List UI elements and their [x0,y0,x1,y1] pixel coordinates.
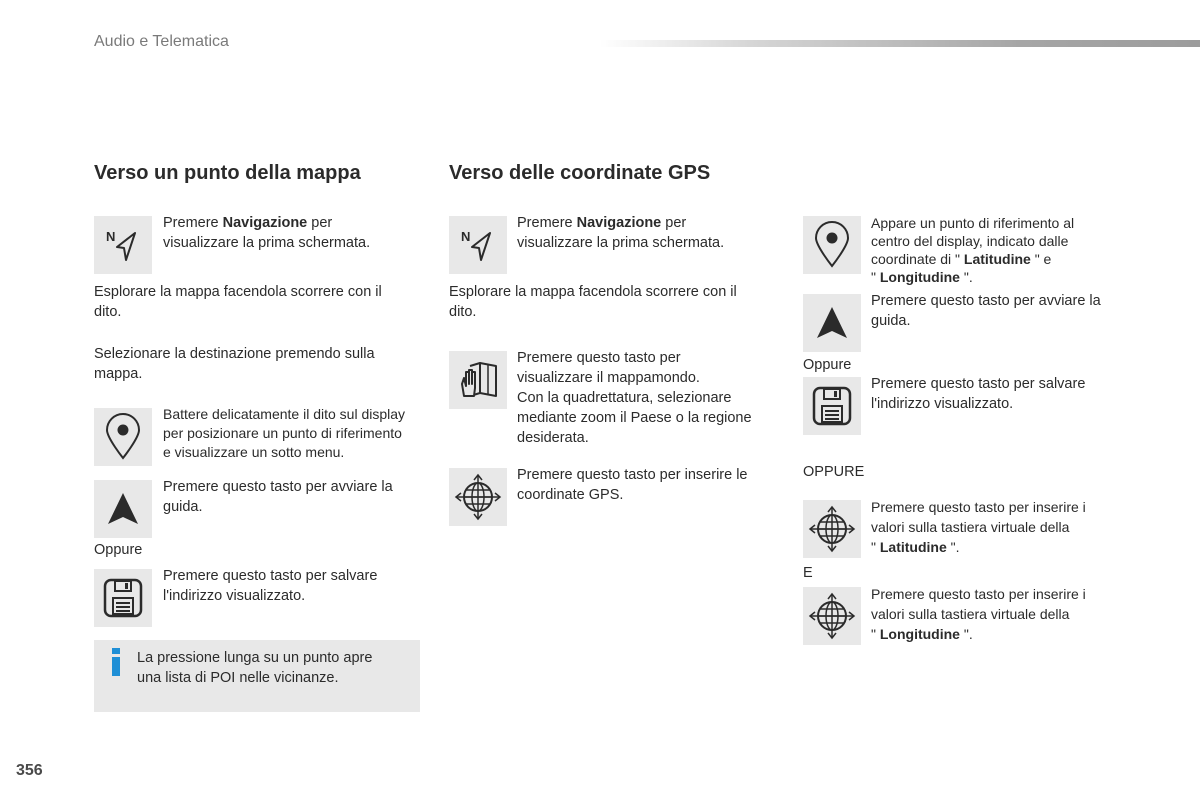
mid-gps-button[interactable] [449,468,507,526]
right-lat-button[interactable] [803,500,861,558]
left-explore-text: Esplorare la mappa facendola scorrere con il dito. [94,284,382,320]
info-icon [111,648,121,676]
save-floppy-icon [101,576,145,620]
right-or-caps-label: OPPURE [803,464,865,480]
right-pin-button[interactable] [803,216,861,274]
left-save-button[interactable] [94,569,152,627]
mid-heading: Verso delle coordinate GPS [449,162,711,184]
map-pin-icon [812,220,852,270]
mid-world-button[interactable] [449,351,507,409]
mid-explore-text: Esplorare la mappa facendola scorrere con il dito. [449,284,737,320]
left-pin-button[interactable] [94,408,152,466]
left-select-text: Selezionare la destinazione premendo sulla mappa. [94,346,375,382]
mid-nav-button[interactable] [449,216,507,274]
right-save-text: Premere questo tasto per salvare l'indirizzo visualizzato. [871,376,1086,412]
right-guide-button[interactable] [803,294,861,352]
mid-world-text: Premere questo tasto per visualizzare il mappamondo. Con la quadrettatura, selezionare mediante zoom il Paese o la regione desiderata. [517,350,752,446]
navigation-compass-icon [458,225,498,265]
right-or-label: Oppure [803,357,852,373]
left-guide-button[interactable] [94,480,152,538]
section-title: Audio e Telematica [94,33,229,50]
right-lon-button[interactable] [803,587,861,645]
gps-globe-crosshair-icon [807,591,857,641]
right-and-label: E [803,565,813,581]
left-or-label: Oppure [94,542,143,558]
info-text: La pressione lunga su un punto apre una lista di POI nelle vicinanze. [137,650,373,686]
left-tap-text: Battere delicatamente il dito sul display per posizionare un punto di riferimento e visualizzare un sotto menu. [163,406,406,460]
left-guide-text: Premere questo tasto per avviare la guida. [163,479,393,515]
svg-text:N: N [461,229,471,244]
start-guidance-arrow-icon [103,489,143,529]
left-save-text: Premere questo tasto per salvare l'indirizzo visualizzato. [163,568,378,604]
svg-text:N: N [106,229,116,244]
right-save-button[interactable] [803,377,861,435]
gps-globe-crosshair-icon [807,504,857,554]
right-lat-text: Premere questo tasto per inserire i valori sulla tastiera virtuale della " Latitudine ". [871,499,1086,555]
mid-nav-text: Premere Navigazione per visualizzare la prima schermata. [517,215,725,251]
left-nav-button[interactable] [94,216,152,274]
left-heading: Verso un punto della mappa [94,162,361,184]
map-pin-icon [103,412,143,462]
header-gradient-bar [600,40,1200,47]
left-nav-text: Premere Navigazione per visualizzare la prima schermata. [163,215,371,251]
right-point-text: Appare un punto di riferimento al centro del display, indicato dalle coordinate di " Latitudine " e " Longitudine ". [871,215,1075,285]
save-floppy-icon [810,384,854,428]
gps-globe-crosshair-icon [453,472,503,522]
start-guidance-arrow-icon [812,303,852,343]
mid-gps-text: Premere questo tasto per inserire le coordinate GPS. [517,467,748,503]
world-map-hand-icon [456,358,500,402]
right-guide-text: Premere questo tasto per avviare la guida. [871,293,1101,329]
right-lon-text: Premere questo tasto per inserire i valori sulla tastiera virtuale della " Longitudine ". [871,586,1086,642]
navigation-compass-icon [103,225,143,265]
page-number: 356 [16,762,43,779]
